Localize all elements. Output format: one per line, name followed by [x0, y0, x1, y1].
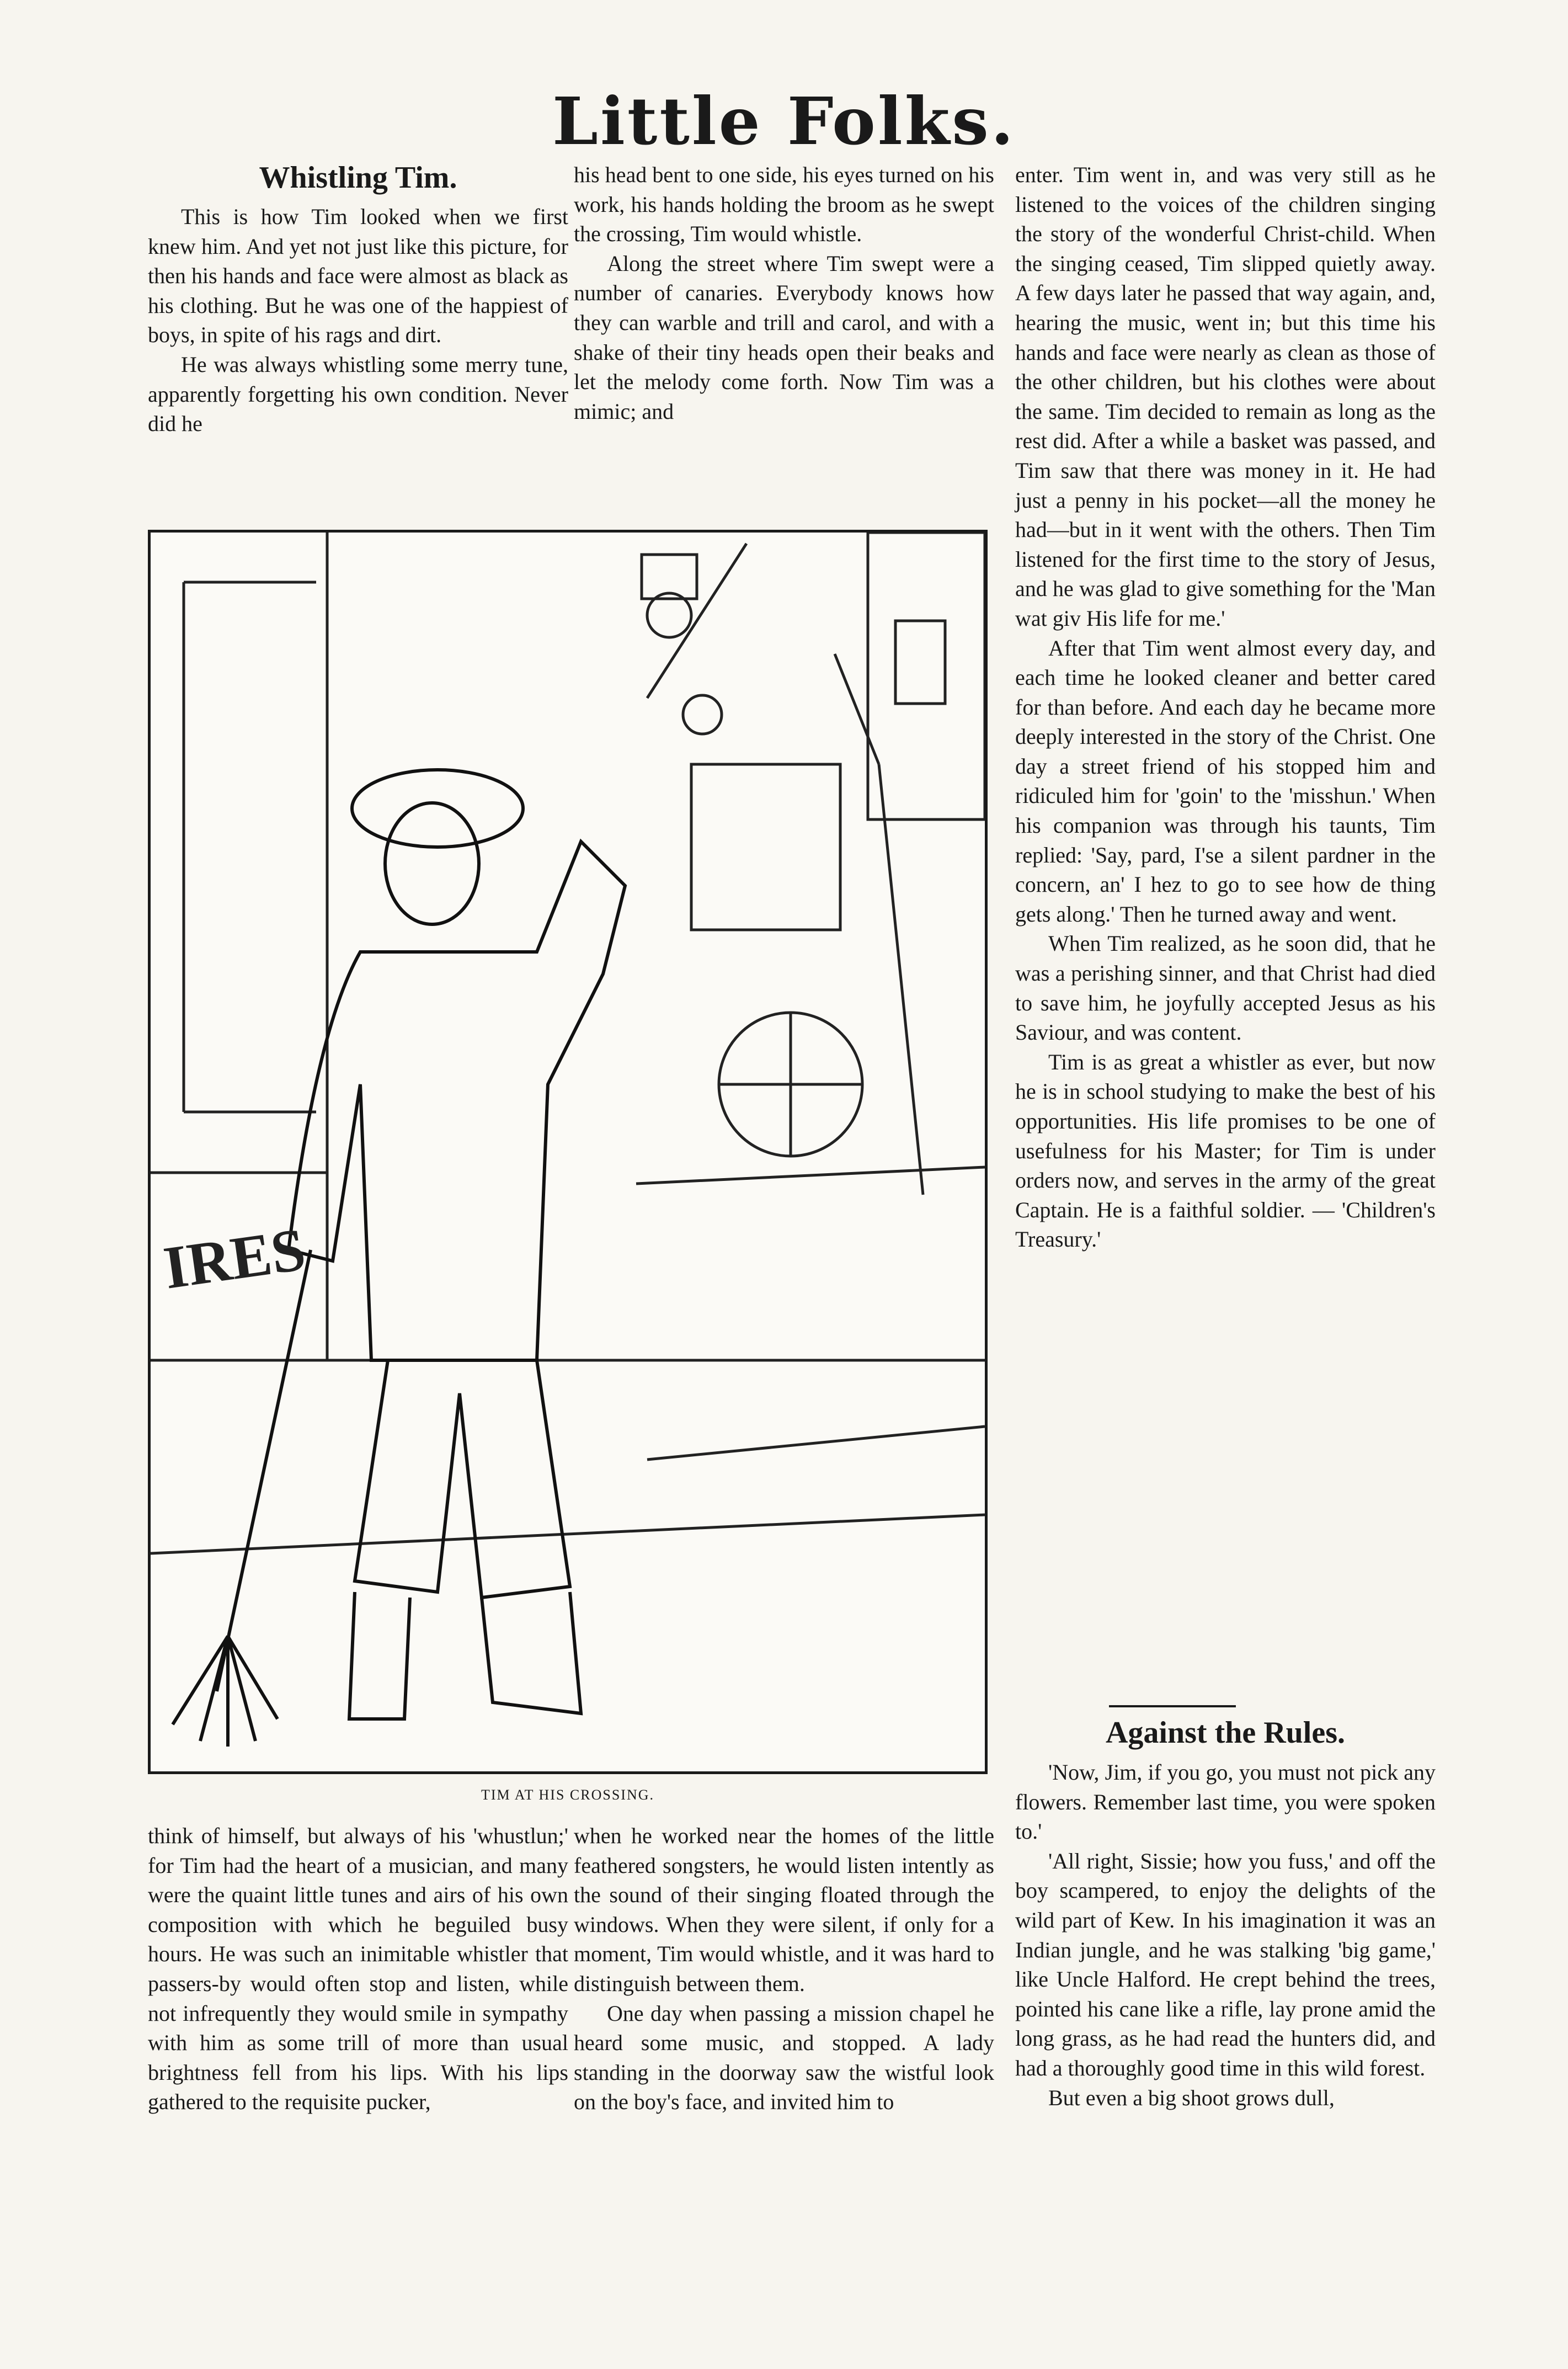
- trousers: [355, 1360, 570, 1598]
- paragraph: He was always whistling some merry tune, apparently forgetting his own condition. Never did he: [148, 352, 568, 436]
- story-title-against-the-rules: Against the Rules.: [1105, 1716, 1346, 1750]
- paragraph: 'All right, Sissie; how you fuss,' and off the boy scampered, to enjoy the delights of the wild part of Kew. In his imagination it was an Indian jungle, and he was stalking 'big game,' like Uncle Halford. He crept behind the trees, pointed his cane like a rifle, lay prone amid the long grass, as he had read the hunters did, and had a thoroughly good time in this wild forest.: [1015, 1848, 1436, 2080]
- paragraph: think of himself, but always of his 'whustlun;' for Tim had the heart of a musician, and many were the quaint little tunes and airs of his own composition with which he beguiled busy hours. He was such an inimitable whistler that passers-by would often stop and listen, while not infrequently they would smile in sympathy with him as some trill of more than usual brightness fell from his lips. With his lips gathered to the requisite pucker,: [148, 1823, 568, 2115]
- story1-col2-bottom: [574, 1821, 994, 2117]
- jacket: [289, 842, 625, 1360]
- window: [895, 621, 945, 704]
- carriage-body: [691, 764, 840, 930]
- engraving-image: [151, 533, 985, 1771]
- story2-text: [1015, 1758, 1436, 2112]
- paragraph: Tim is as great a whistler as ever, but now he is in school studying to make the best of his opportunities. His life promises to be one of usefulness for his Master; for Tim is under orders now, and serves in the army of the great Captain. He is a faithful soldier. — 'Children's Treasury.': [1015, 1049, 1436, 1252]
- story1-col1-top: [148, 202, 568, 439]
- illustration-caption: TIM AT HIS CROSSING.: [481, 1787, 654, 1803]
- broom-bristles: [173, 1636, 278, 1747]
- paragraph: When Tim realized, as he soon did, that he was a perishing sinner, and that Christ had died to save him, he joyfully accepted Jesus as his Saviour, and was content.: [1015, 931, 1436, 1045]
- paragraph: when he worked near the homes of the little feathered songsters, he would listen intently as the sound of their singing floated through the windows. When they were silent, if only for a moment, Tim would whistle, and it was hard to distinguish between them.: [574, 1823, 994, 1996]
- story1-col2-top: [574, 160, 994, 426]
- paragraph: After that Tim went almost every day, and each time he looked cleaner and better cared for than before. And each day he became more deeply interested in the story of the Christ. One day a street friend of his stopped him and ridiculed him for 'goin' to the 'misshun.' When his companion was through his taunts, Tim replied: 'Say, pard, I'se a silent pardner in the concern, an' I hez to go to see how de thing gets along.' Then he turned away and went.: [1015, 635, 1436, 927]
- masthead-title: Little Folks.: [552, 83, 1016, 159]
- story1-col3: [1015, 160, 1436, 1254]
- paragraph: his head bent to one side, his eyes turned on his work, his hands holding the broom as he swept the crossing, Tim would whistle.: [574, 162, 994, 247]
- paragraph: enter. Tim went in, and was very still as he listened to the voices of the children singing the story of the wonderful Christ-child. When the singing ceased, Tim slipped quietly away. A few days later he passed that way again, and, hearing the music, went in; but this time his hands and face were nearly as clean as those of the other children, but his clothes were about the same. Tim decided to remain as long as the rest did. After a while a basket was passed, and Tim saw that there was money in it. He had just a penny in his pocket—all the money he had—but in it went with the others. Then Tim listened for the first time to the story of Jesus, and he was glad to give something for the 'Man wat giv His life for me.': [1015, 162, 1436, 631]
- paragraph: One day when passing a mission chapel he heard some music, and stopped. A lady standing in the doorway saw the wistful look on the boy's face, and invited him to: [574, 2000, 994, 2115]
- cap: [352, 770, 523, 847]
- paragraph: 'Now, Jim, if you go, you must not pick any flowers. Remember last time, you were spoken to.': [1015, 1760, 1436, 1844]
- illustration-tim-at-crossing: [148, 530, 988, 1774]
- face: [385, 803, 479, 924]
- story-title-whistling-tim: Whistling Tim.: [259, 161, 457, 195]
- leg-right: [482, 1592, 581, 1713]
- shop-sign-text: IRES: [159, 1215, 310, 1302]
- section-divider: [1109, 1705, 1236, 1707]
- paragraph: But even a big shoot grows dull,: [1048, 2085, 1335, 2110]
- paragraph: Along the street where Tim swept were a number of canaries. Everybody knows how they can warble and trill and carol, and with a shake of their tiny heads open their beaks and let the melody come forth. Now Tim was a mimic; and: [574, 251, 994, 424]
- story1-col1-bottom: [148, 1821, 568, 2117]
- broom-handle: [217, 1250, 311, 1691]
- leg-left: [349, 1592, 410, 1719]
- paragraph: This is how Tim looked when we first knew him. And yet not just like this picture, for then his hands and face were almost as black as his clothing. But he was one of the happiest of boys, in spite of his rags and dirt.: [148, 204, 568, 348]
